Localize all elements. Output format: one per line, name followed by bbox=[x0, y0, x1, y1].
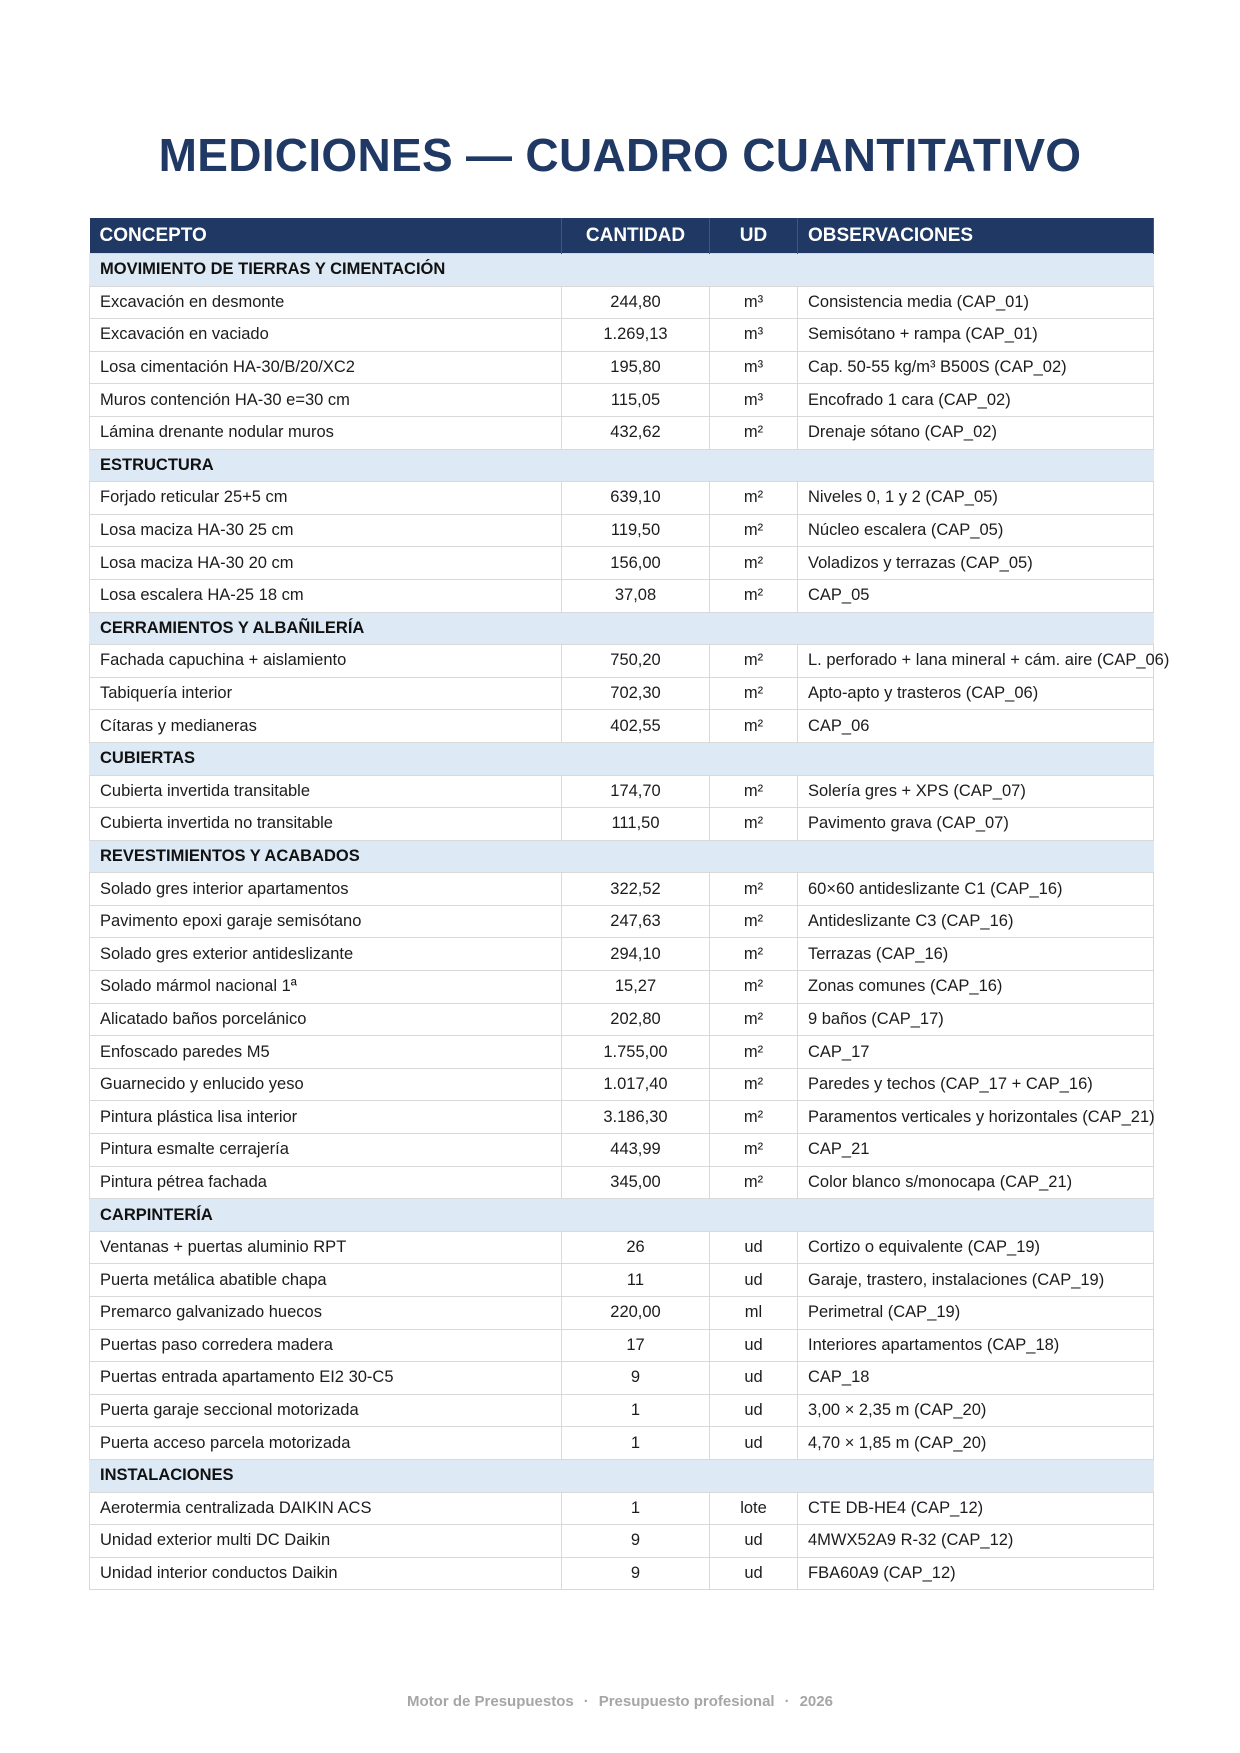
cell-ud: ud bbox=[710, 1557, 798, 1590]
cell-cantidad: 174,70 bbox=[562, 775, 710, 808]
section-row bbox=[90, 1199, 1154, 1232]
table-row bbox=[90, 1036, 1154, 1069]
cell-observaciones: Pavimento grava (CAP_07) bbox=[798, 808, 1154, 841]
section-heading: CERRAMIENTOS Y ALBAÑILERÍA bbox=[90, 612, 1154, 645]
cell-cantidad: 26 bbox=[562, 1231, 710, 1264]
cell-ud: m² bbox=[710, 1036, 798, 1069]
cell-concepto: Premarco galvanizado huecos bbox=[90, 1297, 562, 1330]
cell-cantidad: 115,05 bbox=[562, 384, 710, 417]
cell-observaciones: Consistencia media (CAP_01) bbox=[798, 286, 1154, 319]
cell-cantidad: 156,00 bbox=[562, 547, 710, 580]
cell-observaciones: CAP_18 bbox=[798, 1362, 1154, 1395]
table-row bbox=[90, 286, 1154, 319]
cell-concepto: Puertas entrada apartamento EI2 30-C5 bbox=[90, 1362, 562, 1395]
cell-observaciones: Drenaje sótano (CAP_02) bbox=[798, 416, 1154, 449]
cell-concepto: Cubierta invertida no transitable bbox=[90, 808, 562, 841]
cell-cantidad: 1.017,40 bbox=[562, 1068, 710, 1101]
cell-cantidad: 750,20 bbox=[562, 645, 710, 678]
table-row bbox=[90, 1101, 1154, 1134]
cell-cantidad: 1 bbox=[562, 1492, 710, 1525]
column-header-cantidad: CANTIDAD bbox=[562, 218, 710, 254]
table-header-row bbox=[90, 218, 1154, 254]
table-row bbox=[90, 1003, 1154, 1036]
cell-ud: ud bbox=[710, 1329, 798, 1362]
cell-concepto: Pintura esmalte cerrajería bbox=[90, 1134, 562, 1167]
table-body bbox=[90, 254, 1170, 1590]
cell-ud: m² bbox=[710, 514, 798, 547]
cell-ud: m³ bbox=[710, 351, 798, 384]
cell-concepto: Losa cimentación HA-30/B/20/XC2 bbox=[90, 351, 562, 384]
table-row bbox=[90, 775, 1154, 808]
cell-cantidad: 247,63 bbox=[562, 905, 710, 938]
cell-observaciones: Niveles 0, 1 y 2 (CAP_05) bbox=[798, 482, 1154, 515]
cell-concepto: Forjado reticular 25+5 cm bbox=[90, 482, 562, 515]
cell-ud: m² bbox=[710, 1101, 798, 1134]
table-row bbox=[90, 514, 1154, 547]
cell-observaciones: Encofrado 1 cara (CAP_02) bbox=[798, 384, 1154, 417]
cell-observaciones: CAP_17 bbox=[798, 1036, 1154, 1069]
table-row bbox=[90, 1166, 1154, 1199]
column-header-ud: UD bbox=[710, 218, 798, 254]
cell-observaciones: Cap. 50-55 kg/m³ B500S (CAP_02) bbox=[798, 351, 1154, 384]
cell-observaciones: Paredes y techos (CAP_17 + CAP_16) bbox=[798, 1068, 1154, 1101]
cell-concepto: Solado gres interior apartamentos bbox=[90, 873, 562, 906]
footer-doc-type: Presupuesto profesional bbox=[598, 1693, 775, 1710]
cell-observaciones: 9 baños (CAP_17) bbox=[798, 1003, 1154, 1036]
cell-ud: m² bbox=[710, 971, 798, 1004]
cell-observaciones: FBA60A9 (CAP_12) bbox=[798, 1557, 1154, 1590]
cell-concepto: Losa maciza HA-30 25 cm bbox=[90, 514, 562, 547]
section-heading: CUBIERTAS bbox=[90, 742, 1154, 775]
cell-ud: m³ bbox=[710, 384, 798, 417]
table-row bbox=[90, 1264, 1154, 1297]
cell-ud: ud bbox=[710, 1231, 798, 1264]
cell-cantidad: 9 bbox=[562, 1557, 710, 1590]
cell-concepto: Puerta metálica abatible chapa bbox=[90, 1264, 562, 1297]
cell-observaciones: Núcleo escalera (CAP_05) bbox=[798, 514, 1154, 547]
cell-concepto: Losa maciza HA-30 20 cm bbox=[90, 547, 562, 580]
cell-ud: m² bbox=[710, 1003, 798, 1036]
cell-observaciones: Garaje, trastero, instalaciones (CAP_19) bbox=[798, 1264, 1154, 1297]
cell-concepto: Tabiquería interior bbox=[90, 677, 562, 710]
cell-observaciones: 60×60 antideslizante C1 (CAP_16) bbox=[798, 873, 1154, 906]
cell-cantidad: 111,50 bbox=[562, 808, 710, 841]
cell-cantidad: 1 bbox=[562, 1394, 710, 1427]
cell-cantidad: 244,80 bbox=[562, 286, 710, 319]
cell-ud: ud bbox=[710, 1427, 798, 1460]
cell-concepto: Aerotermia centralizada DAIKIN ACS bbox=[90, 1492, 562, 1525]
table-row bbox=[90, 1362, 1154, 1395]
table-row bbox=[90, 1557, 1154, 1590]
cell-ud: m² bbox=[710, 938, 798, 971]
cell-ud: ud bbox=[710, 1264, 798, 1297]
cell-cantidad: 1 bbox=[562, 1427, 710, 1460]
cell-concepto: Lámina drenante nodular muros bbox=[90, 416, 562, 449]
table-row bbox=[90, 319, 1154, 352]
footer-separator: · bbox=[583, 1693, 589, 1710]
cell-concepto: Solado mármol nacional 1ª bbox=[90, 971, 562, 1004]
cell-observaciones: CAP_21 bbox=[798, 1134, 1154, 1167]
cell-cantidad: 294,10 bbox=[562, 938, 710, 971]
page-footer bbox=[0, 1693, 1240, 1710]
table-row bbox=[90, 384, 1154, 417]
section-heading: CARPINTERÍA bbox=[90, 1199, 1154, 1232]
cell-observaciones: 3,00 × 2,35 m (CAP_20) bbox=[798, 1394, 1154, 1427]
cell-cantidad: 17 bbox=[562, 1329, 710, 1362]
cell-cantidad: 345,00 bbox=[562, 1166, 710, 1199]
cell-observaciones: Perimetral (CAP_19) bbox=[798, 1297, 1154, 1330]
section-row bbox=[90, 1459, 1154, 1492]
cell-ud: m² bbox=[710, 482, 798, 515]
cell-ud: m² bbox=[710, 416, 798, 449]
table-row bbox=[90, 971, 1154, 1004]
cell-cantidad: 9 bbox=[562, 1525, 710, 1558]
cell-observaciones: Solería gres + XPS (CAP_07) bbox=[798, 775, 1154, 808]
cell-concepto: Cubierta invertida transitable bbox=[90, 775, 562, 808]
section-heading: INSTALACIONES bbox=[90, 1459, 1154, 1492]
table-row bbox=[90, 1329, 1154, 1362]
table-row bbox=[90, 1525, 1154, 1558]
cell-cantidad: 1.755,00 bbox=[562, 1036, 710, 1069]
cell-concepto: Unidad interior conductos Daikin bbox=[90, 1557, 562, 1590]
mediciones-table bbox=[89, 218, 1170, 1590]
footer-separator: · bbox=[784, 1693, 790, 1710]
column-header-observaciones: OBSERVACIONES bbox=[798, 218, 1154, 254]
cell-cantidad: 639,10 bbox=[562, 482, 710, 515]
cell-observaciones: Color blanco s/monocapa (CAP_21) bbox=[798, 1166, 1154, 1199]
column-header-concepto: CONCEPTO bbox=[90, 218, 562, 254]
cell-ud: m² bbox=[710, 1134, 798, 1167]
section-heading: ESTRUCTURA bbox=[90, 449, 1154, 482]
cell-ud: m² bbox=[710, 1068, 798, 1101]
cell-concepto: Losa escalera HA-25 18 cm bbox=[90, 579, 562, 612]
table-row bbox=[90, 482, 1154, 515]
cell-cantidad: 15,27 bbox=[562, 971, 710, 1004]
cell-ud: ud bbox=[710, 1394, 798, 1427]
cell-cantidad: 702,30 bbox=[562, 677, 710, 710]
cell-ud: ml bbox=[710, 1297, 798, 1330]
table-row bbox=[90, 677, 1154, 710]
cell-concepto: Guarnecido y enlucido yeso bbox=[90, 1068, 562, 1101]
table-row bbox=[90, 905, 1154, 938]
cell-observaciones: Semisótano + rampa (CAP_01) bbox=[798, 319, 1154, 352]
cell-observaciones: 4,70 × 1,85 m (CAP_20) bbox=[798, 1427, 1154, 1460]
cell-cantidad: 3.186,30 bbox=[562, 1101, 710, 1134]
cell-ud: m² bbox=[710, 645, 798, 678]
table-row bbox=[90, 938, 1154, 971]
cell-concepto: Unidad exterior multi DC Daikin bbox=[90, 1525, 562, 1558]
table-row bbox=[90, 579, 1154, 612]
cell-concepto: Ventanas + puertas aluminio RPT bbox=[90, 1231, 562, 1264]
cell-cantidad: 37,08 bbox=[562, 579, 710, 612]
cell-concepto: Puertas paso corredera madera bbox=[90, 1329, 562, 1362]
table-row bbox=[90, 1297, 1154, 1330]
cell-cantidad: 322,52 bbox=[562, 873, 710, 906]
cell-concepto: Puerta garaje seccional motorizada bbox=[90, 1394, 562, 1427]
cell-cantidad: 402,55 bbox=[562, 710, 710, 743]
cell-ud: m² bbox=[710, 579, 798, 612]
cell-concepto: Muros contención HA-30 e=30 cm bbox=[90, 384, 562, 417]
cell-concepto: Excavación en vaciado bbox=[90, 319, 562, 352]
cell-observaciones: Apto-apto y trasteros (CAP_06) bbox=[798, 677, 1154, 710]
cell-observaciones: Antideslizante C3 (CAP_16) bbox=[798, 905, 1154, 938]
cell-ud: ud bbox=[710, 1362, 798, 1395]
cell-cantidad: 9 bbox=[562, 1362, 710, 1395]
cell-ud: m² bbox=[710, 677, 798, 710]
cell-cantidad: 220,00 bbox=[562, 1297, 710, 1330]
cell-concepto: Cítaras y medianeras bbox=[90, 710, 562, 743]
cell-concepto: Pintura pétrea fachada bbox=[90, 1166, 562, 1199]
table-row bbox=[90, 645, 1154, 678]
cell-ud: m² bbox=[710, 710, 798, 743]
cell-ud: m² bbox=[710, 873, 798, 906]
cell-observaciones: Interiores apartamentos (CAP_18) bbox=[798, 1329, 1154, 1362]
cell-concepto: Solado gres exterior antideslizante bbox=[90, 938, 562, 971]
cell-concepto: Fachada capuchina + aislamiento bbox=[90, 645, 562, 678]
cell-observaciones: CTE DB-HE4 (CAP_12) bbox=[798, 1492, 1154, 1525]
cell-ud: m³ bbox=[710, 319, 798, 352]
cell-cantidad: 1.269,13 bbox=[562, 319, 710, 352]
cell-observaciones: 4MWX52A9 R-32 (CAP_12) bbox=[798, 1525, 1154, 1558]
cell-ud: lote bbox=[710, 1492, 798, 1525]
cell-ud: m² bbox=[710, 775, 798, 808]
cell-observaciones: Terrazas (CAP_16) bbox=[798, 938, 1154, 971]
table-row bbox=[90, 710, 1154, 743]
cell-observaciones: CAP_05 bbox=[798, 579, 1154, 612]
table-row bbox=[90, 808, 1154, 841]
cell-concepto: Pintura plástica lisa interior bbox=[90, 1101, 562, 1134]
table-row bbox=[90, 416, 1154, 449]
section-heading: REVESTIMIENTOS Y ACABADOS bbox=[90, 840, 1154, 873]
table-row bbox=[90, 351, 1154, 384]
table-row bbox=[90, 1134, 1154, 1167]
cell-concepto: Pavimento epoxi garaje semisótano bbox=[90, 905, 562, 938]
table-row bbox=[90, 1427, 1154, 1460]
cell-ud: ud bbox=[710, 1525, 798, 1558]
cell-cantidad: 195,80 bbox=[562, 351, 710, 384]
section-row bbox=[90, 254, 1154, 287]
section-row bbox=[90, 612, 1154, 645]
cell-observaciones: Zonas comunes (CAP_16) bbox=[798, 971, 1154, 1004]
table-row bbox=[90, 1068, 1154, 1101]
section-row bbox=[90, 449, 1154, 482]
cell-cantidad: 443,99 bbox=[562, 1134, 710, 1167]
page-title: MEDICIONES — CUADRO CUANTITATIVO bbox=[158, 129, 1082, 181]
section-row bbox=[90, 742, 1154, 775]
cell-cantidad: 202,80 bbox=[562, 1003, 710, 1036]
cell-observaciones: Voladizos y terrazas (CAP_05) bbox=[798, 547, 1154, 580]
table-row bbox=[90, 1492, 1154, 1525]
cell-ud: m² bbox=[710, 1166, 798, 1199]
section-heading: MOVIMIENTO DE TIERRAS Y CIMENTACIÓN bbox=[90, 254, 1154, 287]
cell-ud: m² bbox=[710, 808, 798, 841]
cell-cantidad: 119,50 bbox=[562, 514, 710, 547]
cell-observaciones: Cortizo o equivalente (CAP_19) bbox=[798, 1231, 1154, 1264]
cell-observaciones: L. perforado + lana mineral + cám. aire (CAP_06) bbox=[798, 645, 1154, 678]
cell-cantidad: 432,62 bbox=[562, 416, 710, 449]
cell-cantidad: 11 bbox=[562, 1264, 710, 1297]
cell-concepto: Alicatado baños porcelánico bbox=[90, 1003, 562, 1036]
cell-concepto: Enfoscado paredes M5 bbox=[90, 1036, 562, 1069]
cell-ud: m² bbox=[710, 905, 798, 938]
cell-observaciones: CAP_06 bbox=[798, 710, 1154, 743]
cell-concepto: Puerta acceso parcela motorizada bbox=[90, 1427, 562, 1460]
cell-observaciones: Paramentos verticales y horizontales (CAP_21) bbox=[798, 1101, 1154, 1134]
table-row bbox=[90, 1394, 1154, 1427]
footer-app-name: Motor de Presupuestos bbox=[407, 1693, 574, 1710]
table-row bbox=[90, 547, 1154, 580]
cell-ud: m³ bbox=[710, 286, 798, 319]
table-row bbox=[90, 1231, 1154, 1264]
table-row bbox=[90, 873, 1154, 906]
footer-year: 2026 bbox=[799, 1693, 833, 1710]
section-row bbox=[90, 840, 1154, 873]
cell-ud: m² bbox=[710, 547, 798, 580]
cell-concepto: Excavación en desmonte bbox=[90, 286, 562, 319]
